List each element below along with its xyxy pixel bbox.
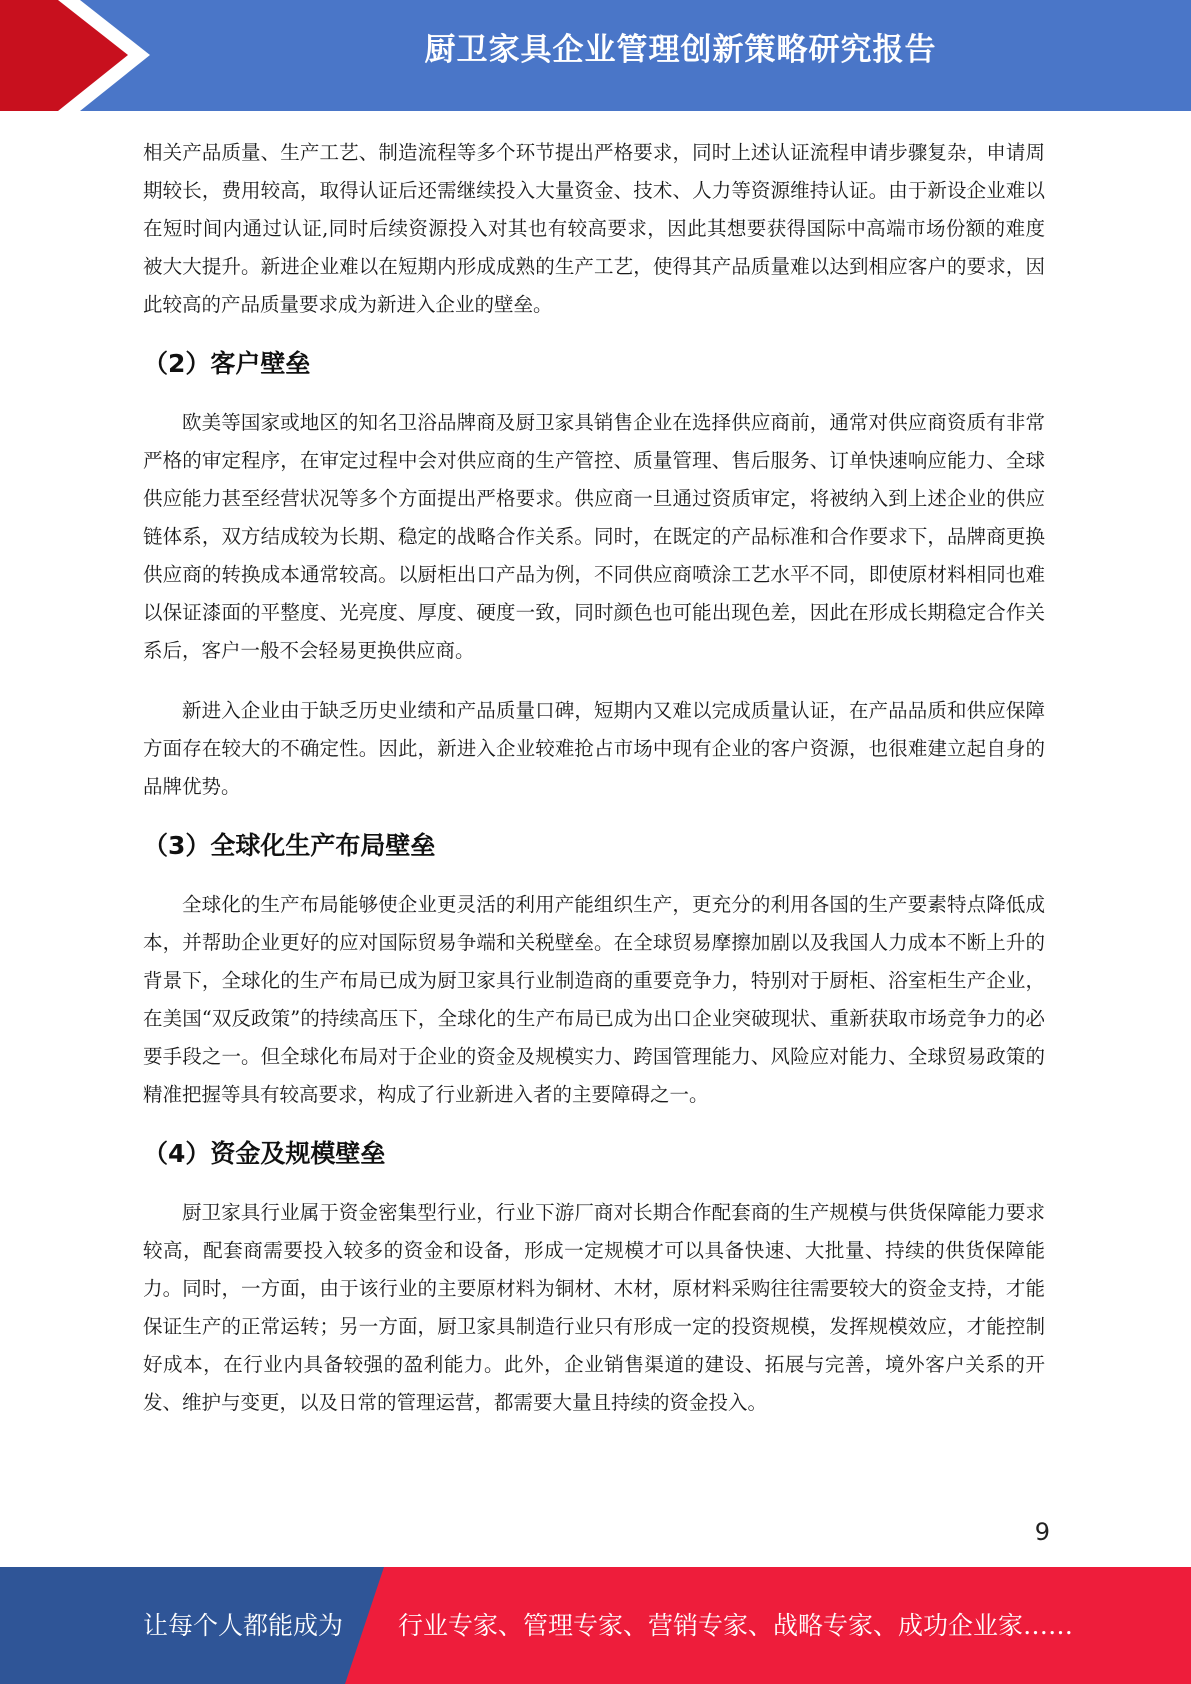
page-footer [0,1567,1191,1684]
footer-slogan-right: 行业专家、管理专家、营销专家、战略专家、成功企业家…… [398,1611,1074,1640]
page-header [0,0,1191,111]
page-number: 9 [1034,1518,1050,1546]
paragraph-customer-barrier-2: 新进入企业由于缺乏历史业绩和产品质量口碑，短期内又难以完成质量认证，在产品品质和供应保障方面存在较大的不确定性。因此，新进入企业较难抢占市场中现有企业的客户资源，也很难建立起自身的品牌优势。 [143,699,1045,798]
page-content [143,134,1045,1422]
heading-global-layout-barrier: （3）全球化生产布局壁垒 [143,831,436,860]
paragraph-global-layout-barrier: 全球化的生产布局能够使企业更灵活的利用产能组织生产，更充分的利用各国的生产要素特点降低成本，并帮助企业更好的应对国际贸易争端和关税壁垒。在全球贸易摩擦加剧以及我国人力成本不断上升的背景下，全球化的生产布局已成为厨卫家具行业制造商的重要竞争力，特别对于厨柜、浴室柜生产企业，在美国“双反政策”的持续高压下，全球化的生产布局已成为出口企业突破现状、重新获取市场竞争力的必要手段之一。但全球化布局对于企业的资金及规模实力、跨国管理能力、风险应对能力、全球贸易政策的精准把握等具有较高要求，构成了行业新进入者的主要障碍之一。 [143,893,1045,1106]
heading-customer-barrier: （2）客户壁垒 [143,349,311,378]
paragraph-customer-barrier-1: 欧美等国家或地区的知名卫浴品牌商及厨卫家具销售企业在选择供应商前，通常对供应商资质有非常严格的审定程序，在审定过程中会对供应商的生产管控、质量管理、售后服务、订单快速响应能力、全球供应能力甚至经营状况等多个方面提出严格要求。供应商一旦通过资质审定，将被纳入到上述企业的供应链体系，双方结成较为长期、稳定的战略合作关系。同时，在既定的产品标准和合作要求下，品牌商更换供应商的转换成本通常较高。以厨柜出口产品为例，不同供应商喷涂工艺水平不同，即使原材料相同也难以保证漆面的平整度、光亮度、厚度、硬度一致，同时颜色也可能出现色差，因此在形成长期稳定合作关系后，客户一般不会轻易更换供应商。 [143,411,1045,662]
footer-slogan-left: 让每个人都能成为 [143,1611,344,1640]
report-title: 厨卫家具企业管理创新策略研究报告 [424,32,937,68]
paragraph-quality-barrier-cont: 相关产品质量、生产工艺、制造流程等多个环节提出严格要求，同时上述认证流程申请步骤复杂，申请周期较长，费用较高，取得认证后还需继续投入大量资金、技术、人力等资源维持认证。由于新设企业难以在短时间内通过认证,同时后续资源投入对其也有较高要求，因此其想要获得国际中高端市场份额的难度被大大提升。新进企业难以在短期内形成成熟的生产工艺，使得其产品质量难以达到相应客户的要求，因此较高的产品质量要求成为新进入企业的壁垒。 [143,141,1045,316]
heading-capital-scale-barrier: （4）资金及规模壁垒 [143,1139,386,1168]
paragraph-capital-scale-barrier: 厨卫家具行业属于资金密集型行业，行业下游厂商对长期合作配套商的生产规模与供货保障能力要求较高，配套商需要投入较多的资金和设备，形成一定规模才可以具备快速、大批量、持续的供货保障能力。同时，一方面，由于该行业的主要原材料为铜材、木材，原材料采购往往需要较大的资金支持，才能保证生产的正常运转；另一方面，厨卫家具制造行业只有形成一定的投资规模，发挥规模效应，才能控制好成本，在行业内具备较强的盈利能力。此外，企业销售渠道的建设、拓展与完善，境外客户关系的开发、维护与变更，以及日常的管理运营，都需要大量且持续的资金投入。 [143,1201,1045,1414]
